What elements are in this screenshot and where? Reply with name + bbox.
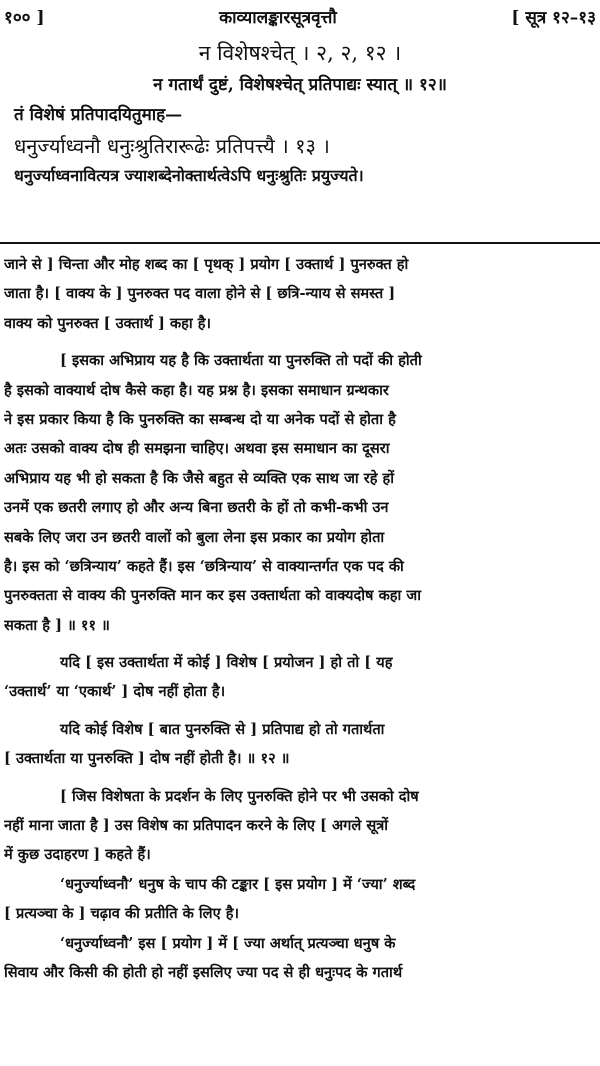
commentary-line: सिवाय और किसी की होती हो नहीं इसलिए ज्या पद से ही धनुःपद के गतार्थ (4, 963, 403, 981)
commentary-line: [ जिस विशेषता के प्रदर्शन के लिए पुनरुक्ति होने पर भी उसको दोष (60, 787, 419, 805)
commentary-line: उनमें एक छतरी लगाए हो और अन्य बिना छतरी के हों तो कभी-कभी उन (4, 499, 389, 517)
commentary-line: सकता है ] ॥ ११ ॥ (4, 616, 110, 634)
sutra-range: [ सूत्र १२–१३ (511, 8, 596, 28)
commentary-line: पुनरुक्तता से वाक्य की पुनरुक्ति मान कर इस उक्तार्थता को वाक्यदोष कहा जा (4, 587, 421, 605)
commentary-line: ‘धनुर्ज्याध्वनौ’ इस [ प्रयोग ] में [ ज्या अर्थात् प्रत्यञ्चा धनुष के (60, 934, 396, 952)
commentary-line: नहीं माना जाता है ] उस विशेष का प्रतिपादन करने के लिए [ अगले सूत्रों (4, 817, 389, 835)
commentary-line: जाने से ] चिन्ता और मोह शब्द का [ पृथक् ] प्रयोग [ उक्तार्थ ] पुनरुक्त हो (4, 256, 409, 273)
commentary-line: ने इस प्रकार किया है कि पुनरुक्ति का सम्बन्ध दो या अनेक पदों से होता है (4, 410, 396, 428)
commentary-line: अतः उसको वाक्य दोष ही समझना चाहिए। अथवा इस समाधान का दूसरा (4, 440, 390, 458)
running-title: काव्यालङ्कारसूत्रवृत्तौ (219, 8, 337, 28)
commentary-line: सबके लिए जरा उन छतरी वालों को बुला लेना इस प्रकार का प्रयोग होता (4, 528, 385, 546)
commentary-line: [ प्रत्यञ्चा के ] चढ़ाव की प्रतीति के लिए है। (4, 905, 239, 923)
vrtti-12: न गतार्थं दुष्टं, विशेषश्चेत् प्रतिपाद्यः स्यात् ॥ १२॥ (153, 75, 447, 95)
page-header (4, 6, 596, 36)
sutra-12: न विशेषश्चेत् । २, २, १२ । (198, 41, 402, 65)
commentary-line: में कुछ उदाहरण ] कहते हैं। (4, 846, 151, 864)
hindi-commentary (4, 250, 596, 987)
commentary-line: अभिप्राय यह भी हो सकता है कि जैसे बहुत से व्यक्ति एक साथ जा रहे हों (4, 469, 395, 487)
commentary-line: यदि कोई विशेष [ बात पुनरुक्ति से ] प्रतिपाद्य हो तो गतार्थता (60, 720, 385, 738)
section-divider (0, 242, 600, 244)
intro-13: तं विशेषं प्रतिपादयितुमाह— (14, 105, 183, 125)
commentary-line: ‘धनुर्ज्याध्वनौ’ धनुष के चाप की टङ्कार [ इस प्रयोग ] में ‘ज्या’ शब्द (60, 875, 416, 893)
vrtti-13: धनुर्ज्याध्वनावित्यत्र ज्याशब्देनोक्तार्थत्वेऽपि धनुःश्रुतिः प्रयुज्यते। (14, 166, 364, 185)
commentary-line: [ इसका अभिप्राय यह है कि उक्तार्थता या पुनरुक्ति तो पदों की होती (60, 352, 422, 370)
commentary-line: है। इस को ‘छत्रिन्याय’ कहते हैं। इस ‘छत्रिन्याय’ से वाक्यान्तर्गत एक पद की (4, 557, 404, 575)
commentary-line: यदि [ इस उक्तार्थता में कोई ] विशेष [ प्रयोजन ] हो तो [ यह (60, 654, 393, 672)
sutra-13: धनुर्ज्याध्वनौ धनुःश्रुतिरारूढेः प्रतिपत्त्यै । १३ । (14, 134, 330, 158)
commentary-line: वाक्य को पुनरुक्त [ उक्तार्थ ] कहा है। (4, 314, 212, 332)
commentary-line: [ उक्तार्थता या पुनरुक्ति ] दोष नहीं होती है। ॥ १२ ॥ (4, 750, 290, 768)
commentary-line: जाता है। [ वाक्य के ] पुनरुक्त पद वाला होने से [ छत्रि-न्याय से समस्त ] (4, 285, 396, 303)
commentary-line: ‘उक्तार्थ’ या ‘एकार्थ’ ] दोष नहीं होता है। (4, 683, 226, 701)
commentary-line: है इसको वाक्यार्थ दोष कैसे कहा है। यह प्रश्न है। इसका समाधान ग्रन्थकार (4, 381, 389, 399)
page-number: १०० ] (4, 8, 45, 28)
